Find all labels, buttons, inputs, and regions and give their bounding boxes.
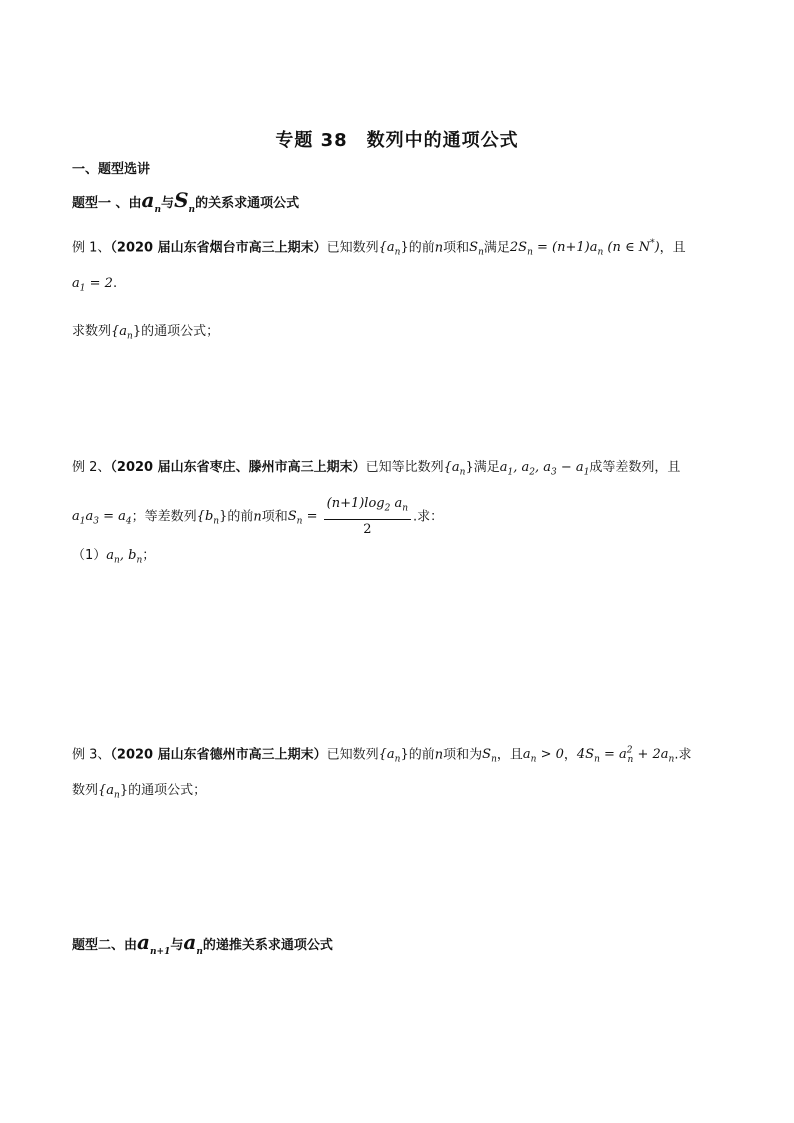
type1-math-a: $a_n$	[141, 188, 162, 215]
type2-suffix: 的递推关系求通项公式	[202, 938, 333, 953]
example1-equation: $2S_n = (n+1)a_n$ (n ∈ N*)	[509, 239, 660, 258]
type1-mid: 与	[161, 196, 175, 211]
example1-source: （2020 届山东省烟台市高三上期末）	[110, 240, 327, 256]
example2-terms: $a_1$, $a_2$, $a_3 - a_1$	[499, 460, 590, 478]
example2-condition: $a_1a_3 = a_4$	[72, 509, 132, 527]
example1-label: 例 1、	[72, 240, 111, 256]
type2-heading	[72, 932, 333, 962]
example1-question: 求数列$\{a_n\}$的通项公式；	[72, 324, 220, 342]
type2-prefix: 题型二、由	[72, 938, 138, 953]
type2-mid: 与	[170, 938, 184, 953]
example3-line1: 例 3、（2020 届山东省德州市高三上期末）已知数列$\{a_n\}$的前n项和为$S_n$，且$a_n > 0$，$4S_n = a^2_n + 2a_n$.求	[72, 746, 692, 765]
example2-line1: 例 2、（2020 届山东省枣庄、滕州市高三上期末）已知等比数列$\{a_n\}$满足$a_1$, $a_2$, $a_3 - a_1$成等差数列，且	[72, 460, 681, 478]
example1-seq: $\{a_n\}$	[378, 240, 409, 258]
example2-source: （2020 届山东省枣庄、滕州市高三上期末）	[110, 460, 366, 475]
section-heading: 一、题型选讲	[72, 162, 151, 177]
example1-line2: $a_1 = 2$.	[72, 276, 118, 294]
example3-source: （2020 届山东省德州市高三上期末）	[110, 747, 327, 763]
example1-condition: $a_1 = 2$	[72, 276, 113, 294]
example3-equation: $4S_n = a^2_n + 2a_n$	[576, 746, 675, 765]
type2-math-an: $a_n$	[183, 930, 203, 957]
example3-label: 例 3、	[72, 747, 111, 763]
example2-fraction: $\frac{(n+1)\log_2 a_n}{2}$	[324, 496, 411, 538]
type2-math-an1: $a_{n+1}$	[137, 930, 171, 957]
example2-question1: $(1)a_n$, $b_n$；	[72, 548, 156, 566]
type1-prefix: 题型一 、由	[72, 196, 142, 211]
type1-math-s: $S_n$	[174, 188, 196, 215]
page-title: 专题 38 数列中的通项公式	[275, 130, 519, 151]
example2-line2: $a_1a_3 = a_4$；等差数列$\{b_n\}$的前n项和$S_n$ = $\frac{(n+1)\log_2 a_n}{2}$ .求：	[72, 496, 444, 537]
example2-label: 例 2、	[72, 460, 111, 475]
example3-line2: 数列$\{a_n\}$的通项公式；	[72, 783, 207, 801]
type1-heading	[72, 190, 299, 220]
type1-suffix: 的关系求通项公式	[195, 196, 300, 211]
example1-line1: 例 1、（2020 届山东省烟台市高三上期末）已知数列$\{a_n\}$的前n项和$S_n$满足$2S_n = (n+1)a_n$ (n ∈ N*)，且	[72, 239, 686, 258]
